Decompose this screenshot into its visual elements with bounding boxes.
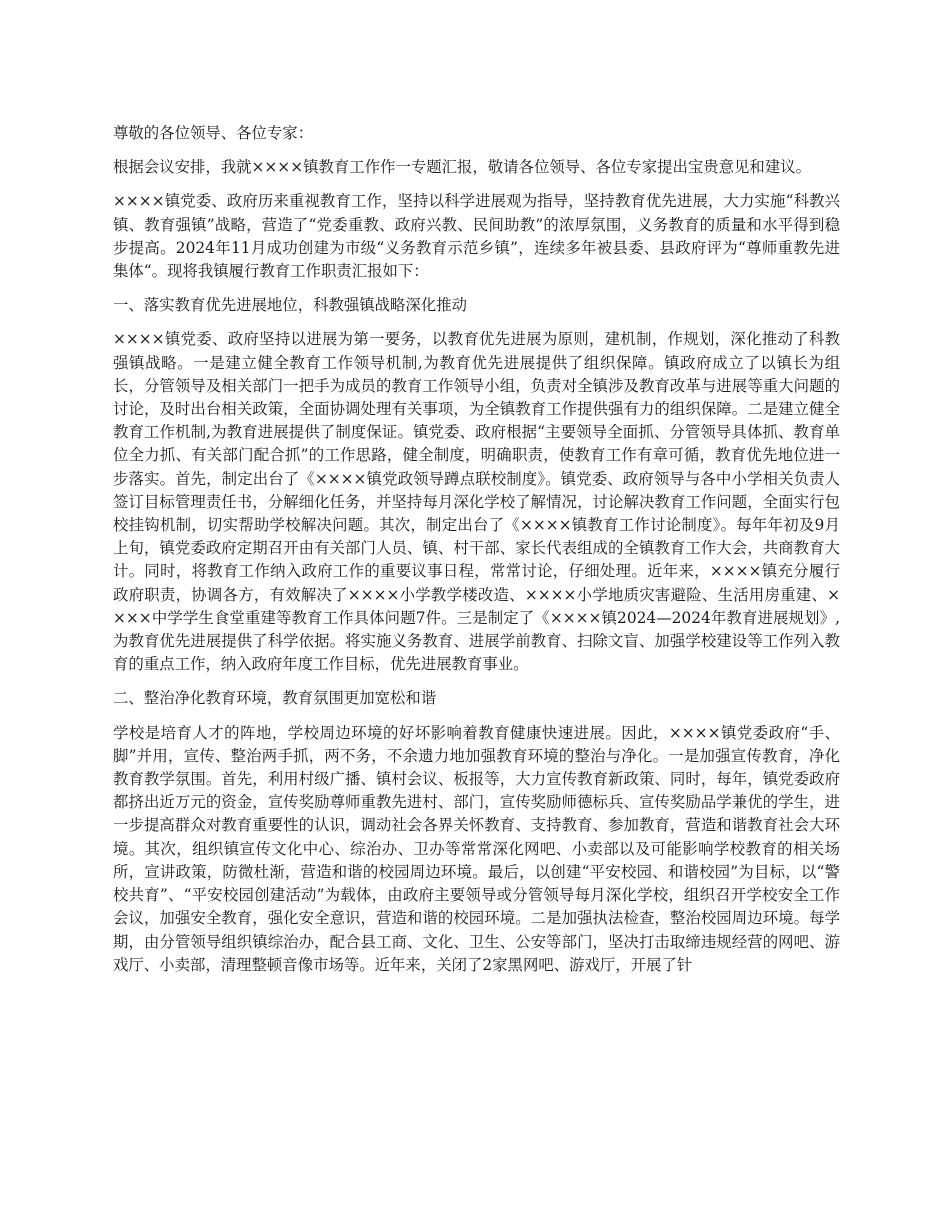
overview-paragraph: ××××镇党委、政府历来重视教育工作，坚持以科学进展观为指导，坚持教育优先进展，大力实施“科教兴镇、教育强镇”战略，营造了“党委重教、政府兴教、民间助教”的浓厚氛围，义务教育的质量和水平得到稳步提高。2024年11月成功创建为市级“义务教育示范乡镇”，连续多年被县委、县政府评为“尊师重教先进集体“。现将我镇履行教育工作职责汇报如下： bbox=[113, 192, 840, 281]
document-page bbox=[113, 122, 840, 988]
intro-paragraph: 根据会议安排，我就××××镇教育工作作一专题汇报，敬请各位领导、各位专家提出宝贵意见和建议。 bbox=[113, 158, 811, 177]
section-1-heading: 一、落实教育优先进展地位，科教强镇战略深化推动 bbox=[113, 296, 467, 315]
greeting: 尊敬的各位领导、各位专家： bbox=[113, 124, 314, 142]
section-2-body: 学校是培育人才的阵地，学校周边环境的好坏影响着教育健康快速进展。因此，××××镇党委政府“手、脚”并用，宣传、整治两手抓，两不务，不余遗力地加强教育环境的整治与净化。一是加强宣传教育，净化教育教学氛围。首先，利用村级广播、镇村会议、板报等，大力宣传教育新政策、同时，每年，镇党委政府都挤出近万元的资金，宣传奖励尊师重教先进村、部门，宣传奖励师德标兵、宣传奖励品学兼优的学生，进一步提高群众对教育重要性的认识，调动社会各界关怀教育、支持教育、参加教育，营造和谐教育社会大环境。其次，组织镇宣传文化中心、综治办、卫办等常常深化网吧、小卖部以及可能影响学校教育的相关场所，宣讲政策，防微杜渐，营造和谐的校园周边环境。最后，以创建“平安校园、和谐校园”为目标，以“警校共育”、“平安校园创建活动”为载体，由政府主要领导或分管领导每月深化学校，组织召开学校安全工作会议，加强安全教育，强化安全意识，营造和谐的校园环境。二是加强执法检查，整治校园周边环境。每学期，由分管领导组织镇综治办，配合县工商、文化、卫生、公安等部门，坚决打击取缔违规经营的网吧、游戏厅、小卖部，清理整顿音像市场等。近年来，关闭了2家黑网吧、游戏厅，开展了针 bbox=[113, 723, 840, 974]
section-2-heading: 二、整治净化教育环境，教育氛围更加宽松和谐 bbox=[113, 689, 437, 708]
section-1-body: ××××镇党委、政府坚持以进展为第一要务，以教育优先进展为原则，建机制，作规划，深化推动了科教强镇战略。一是建立健全教育工作领导机制,为教育优先进展提供了组织保障。镇政府成立了以镇长为组长，分管领导及相关部门一把手为成员的教育工作领导小组，负责对全镇涉及教育改革与进展等重大问题的讨论，及时出台相关政策，全面协调处理有关事项，为全镇教育工作提供强有力的组织保障。二是建立健全教育工作机制,为教育进展提供了制度保证。镇党委、政府根据“主要领导全面抓、分管领导具体抓、教育单位全力抓、有关部门配合抓”的工作思路，健全制度，明确职责，使教育工作有章可循，教育优先地位进一步落实。首先，制定出台了《××××镇党政领导蹲点联校制度》。镇党委、政府领导与各中小学相关负责人签订目标管理责任书，分解细化任务，并坚持每月深化学校了解情况，讨论解决教育工作问题，全面实行包校挂钩机制，切实帮助学校解决问题。其次，制定出台了《××××镇教育工作讨论制度》。每年年初及9月上旬，镇党委政府定期召开由有关部门人员、镇、村干部、家长代表组成的全镇教育工作大会，共商教育大计。同时，将教育工作纳入政府工作的重要议事日程，常常讨论，仔细处理。近年来，××××镇充分履行政府职责，协调各方，有效解决了××××小学教学楼改造、××××小学地质灾害避险、生活用房重建、××××中学学生食堂重建等教育工作具体问题7件。三是制定了《××××镇2024—2024年教育进展规划》,为教育优先进展提供了科学依据。将实施义务教育、进展学前教育、扫除文盲、加强学校建设等工作列入教育的重点工作，纳入政府年度工作目标，优先进展教育事业。 bbox=[113, 330, 840, 674]
